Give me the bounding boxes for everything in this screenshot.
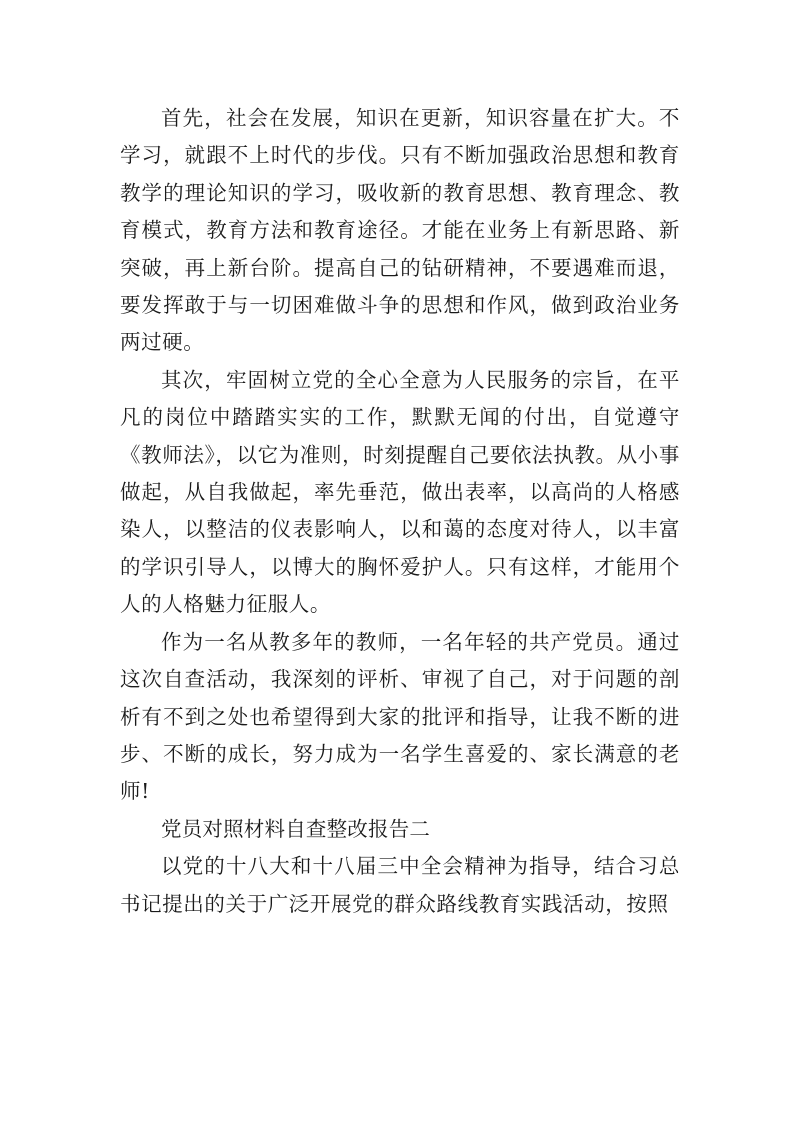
- section-heading: 党员对照材料自查整改报告二: [161, 816, 431, 841]
- paragraph-report-intro: 以党的十八大和十八届三中全会精神为指导，结合习总书记提出的关于广泛开展党的群众路线教育实践活动，按照: [120, 854, 680, 916]
- paragraph-conclusion: 作为一名从教多年的教师，一名年轻的共产党员。通过这次自查活动，我深刻的评析、审视了自己，对于问题的剖析有不到之处也希望得到大家的批评和指导，让我不断的进步、不断的成长，努力成为一名学生喜爱的、家长满意的老师!: [120, 629, 680, 804]
- paragraph-study: 首先，社会在发展，知识在更新，知识容量在扩大。不学习，就跟不上时代的步伐。只有不断加强政治思想和教育教学的理论知识的学习，吸收新的教育思想、教育理念、教育模式，教育方法和教育途径。才能在业务上有新思路、新突破，再上新台阶。提高自己的钻研精神，不要遇难而退，要发挥敢于与一切困难做斗争的思想和作风，做到政治业务两过硬。: [120, 106, 680, 355]
- paragraph-service: 其次，牢固树立党的全心全意为人民服务的宗旨，在平凡的岗位中踏踏实实的工作，默默无闻的付出，自觉遵守《教师法》，以它为准则，时刻提醒自己要依法执教。从小事做起，从自我做起，率先垂范，做出表率，以高尚的人格感染人，以整洁的仪表影响人，以和蔼的态度对待人，以丰富的学识引导人，以博大的胸怀爱护人。只有这样，才能用个人的人格魅力征服人。: [120, 367, 680, 617]
- document-body: [120, 100, 680, 923]
